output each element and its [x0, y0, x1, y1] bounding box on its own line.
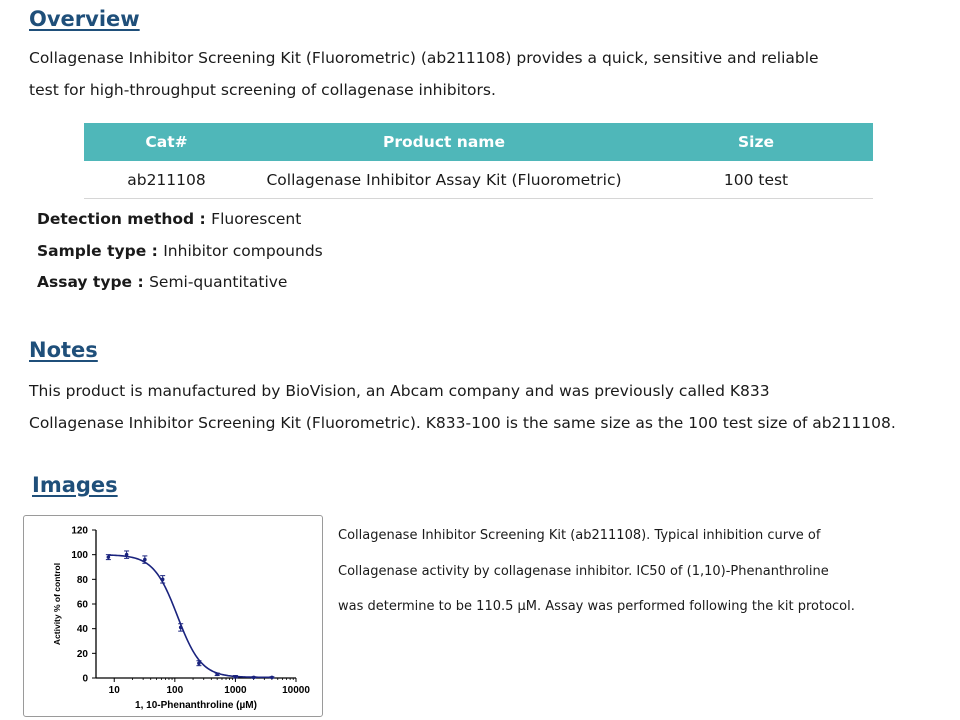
- y-tick-label: 120: [71, 525, 88, 537]
- y-tick-label: 80: [76, 574, 88, 586]
- detection-method-value: Fluorescent: [211, 210, 302, 228]
- sample-type-label: Sample type: [37, 242, 147, 260]
- caption-line-2: Collagenase activity by collagenase inhibitor. IC50 of (1,10)-Phenanthroline: [338, 564, 829, 579]
- assay-type: [37, 273, 287, 291]
- data-point: [161, 578, 165, 582]
- data-point: [252, 676, 256, 680]
- assay-type-value: Semi-quantitative: [149, 273, 288, 291]
- detection-method: [37, 210, 301, 228]
- detection-method-label: Detection method: [37, 210, 195, 228]
- cell-cat: ab211108: [84, 161, 249, 199]
- sample-type-value: Inhibitor compounds: [163, 242, 323, 260]
- y-axis-label: Activity % of control: [52, 562, 62, 646]
- x-tick-label: 1000: [224, 685, 247, 696]
- data-point: [234, 675, 238, 679]
- cell-size: 100 test: [639, 161, 873, 199]
- header-product-name: Product name: [249, 123, 639, 161]
- product-table: [84, 123, 873, 199]
- x-tick-label: 10: [108, 685, 120, 696]
- inhibition-curve-figure[interactable]: [23, 515, 323, 717]
- sample-type-sep: :: [146, 242, 164, 260]
- detection-method-sep: :: [194, 210, 212, 228]
- caption-line-3: was determine to be 110.5 µM. Assay was performed following the kit protocol.: [338, 599, 855, 614]
- overview-line-2: test for high-throughput screening of collagenase inhibitors.: [29, 81, 496, 99]
- y-tick-label: 60: [76, 599, 88, 611]
- cell-product-name: Collagenase Inhibitor Assay Kit (Fluorometric): [249, 161, 639, 199]
- notes-heading: Notes: [29, 338, 98, 362]
- data-point: [125, 553, 129, 557]
- data-point: [197, 661, 201, 665]
- table-row: [84, 161, 873, 199]
- assay-type-sep: :: [132, 273, 150, 291]
- data-point: [215, 673, 219, 677]
- header-size: Size: [639, 123, 873, 161]
- overview-line-1: Collagenase Inhibitor Screening Kit (Fluorometric) (ab211108) provides a quick, sensitive and reliable: [29, 49, 819, 67]
- inhibition-curve-chart: [24, 516, 322, 716]
- y-tick-label: 0: [82, 673, 88, 685]
- notes-line-2: Collagenase Inhibitor Screening Kit (Fluorometric). K833-100 is the same size as the 100 test size of ab211108.: [29, 414, 896, 432]
- overview-heading: Overview: [29, 7, 140, 31]
- header-cat: Cat#: [84, 123, 249, 161]
- caption-line-1: Collagenase Inhibitor Screening Kit (ab211108). Typical inhibition curve of: [338, 528, 821, 543]
- data-point: [143, 558, 147, 562]
- x-tick-label: 100: [166, 685, 184, 696]
- notes-line-1: This product is manufactured by BioVision, an Abcam company and was previously called K833: [29, 382, 770, 400]
- assay-type-label: Assay type: [37, 273, 133, 291]
- y-tick-label: 100: [71, 550, 88, 562]
- data-point: [107, 555, 111, 559]
- sample-type: [37, 242, 323, 260]
- y-tick-label: 20: [76, 648, 88, 660]
- images-heading: Images: [32, 473, 118, 497]
- x-tick-label: 10000: [282, 685, 310, 696]
- data-point: [270, 676, 274, 680]
- x-axis-label: 1, 10-Phenanthroline (µM): [135, 700, 257, 711]
- fit-curve: [108, 555, 272, 677]
- data-point: [179, 626, 183, 630]
- table-header-row: [84, 123, 873, 161]
- y-tick-label: 40: [76, 624, 88, 636]
